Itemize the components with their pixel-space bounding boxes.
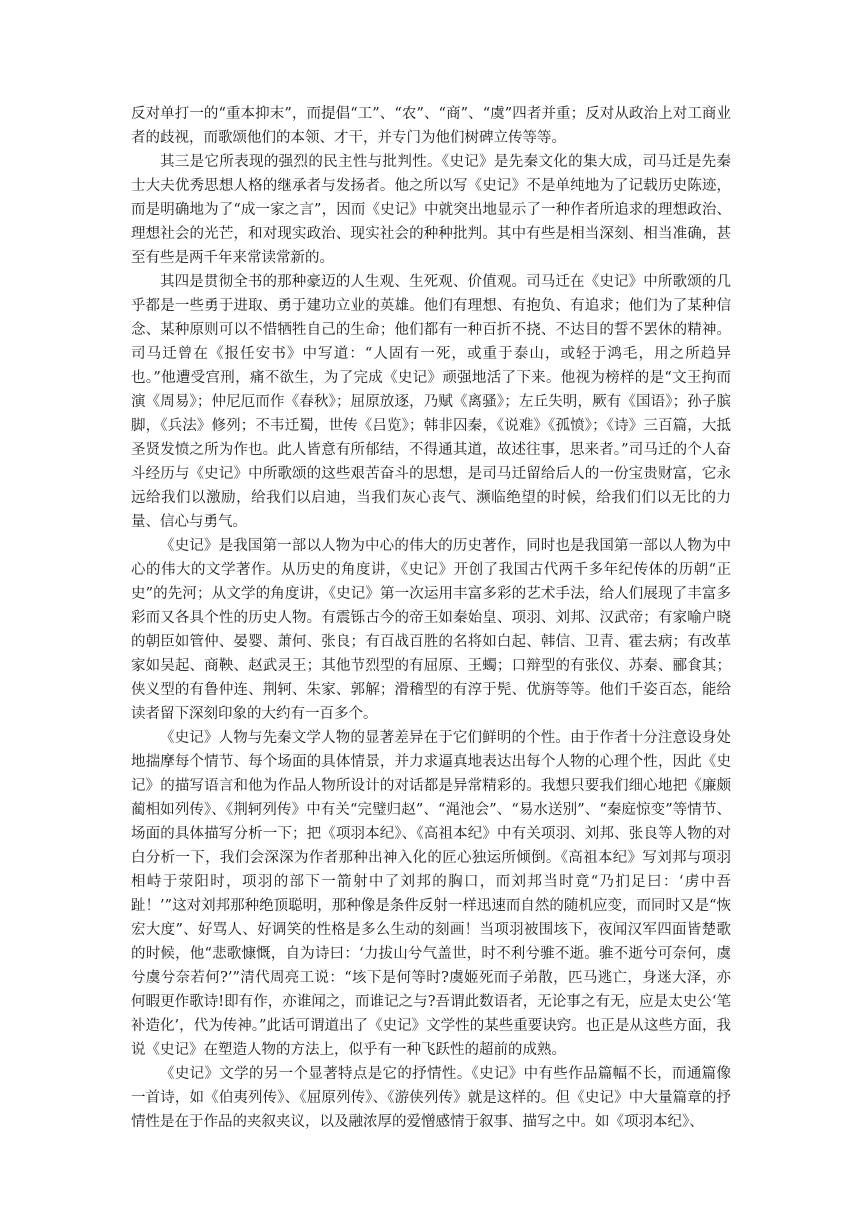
paragraph-life-view: 其四是贯彻全书的那种豪迈的人生观、生死观、价值观。司马迁在《史记》中所歌颂的几乎都是一些勇于进取、勇于建功立业的英雄。他们有理想、有抱负、有追求；他们为了某种信念、某种原则可以不惜牺牲自己的生命；他们都有一种百折不挠、不达目的誓不罢休的精神。司马迁曾在《报任安书》中写道：“人固有一死，或重于泰山，或轻于鸿毛，用之所趋异也。”他遭受宫刑，痛不欲生，为了完成《史记》顽强地活了下来。他视为榜样的是“文王拘而演《周易》；仲尼厄而作《春秋》；屈原放逐，乃赋《离骚》；左丘失明，厥有《国语》；孙子膑脚，《兵法》修列；不韦迁蜀，世传《吕览》；韩非囚秦，《说难》《孤愤》；《诗》三百篇，大抵圣贤发愤之所为作也。此人皆意有所郁结，不得通其道，故述往事，思来者。”司马迁的个人奋斗经历与《史记》中所歌颂的这些艰苦奋斗的思想，是司马迁留给后人的一份宝贵财富，它永远给我们以激励，给我们以启迪，当我们灰心丧气、濒临绝望的时候，给我们们以无比的力量、信心与勇气。	[131, 274, 731, 530]
paragraph-lyricism: 《史记》文学的另一个显著特点是它的抒情性。《史记》中有些作品篇幅不长，而通篇像一首诗，如《伯夷列传》、《屈原列传》、《游侠列传》就是这样的。但《史记》中大量篇章的抒情性是在于作品的夹叙夹议，以及融浓厚的爱憎感情于叙事、描写之中。如《项羽本纪》、	[131, 1066, 731, 1130]
document-page	[131, 102, 731, 1134]
paragraph-continuation: 反对单打一的“重本抑末”，而提倡“工”、“农”、“商”、“虞”四者并重；反对从政治上对工商业者的歧视，而歌颂他们的本领、才干，并专门为他们树碑立传等等。	[131, 106, 731, 146]
paragraph-character-individuality: 《史记》人物与先秦文学人物的显著差异在于它们鲜明的个性。由于作者十分注意设身处地揣摩每个情节、每个场面的具体情景，并力求逼真地表达出每个人物的心理个性，因此《史记》的描写语言和他为作品人物所设计的对话都是异常精彩的。我想只要我们细心地把《廉颇蔺相如列传》、《荆轲列传》中有关“完璧归赵”、“渑池会”、“易水送别”、“秦庭惊变”等情节、场面的具体描写分析一下；把《项羽本纪》、《高祖本纪》中有关项羽、刘邦、张良等人物的对白分析一下，我们会深深为作者那种出神入化的匠心独运所倾倒。《高祖本纪》写刘邦与项羽相峙于荥阳时，项羽的部下一箭射中了刘邦的胸口，而刘邦当时竟“乃扪足曰：‘虏中吾趾！’”这对刘邦那种绝顶聪明，那种像是条件反射一样迅速而自然的随机应变，而同时又是“恢宏大度”、好骂人、好调笑的性格是多么生动的刻画！当项羽被围垓下，夜闻汉军四面皆楚歌的时候，他“悲歌慷慨，自为诗曰：‘力拔山兮气盖世，时不利兮骓不逝。骓不逝兮可奈何，虞兮虞兮奈若何?’”清代周亮工说：“垓下是何等时?虞姬死而子弟散，匹马逃亡，身迷大泽，亦何暇更作歌诗!即有作，亦谁闻之，而谁记之与?吾谓此数语者，无论事之有无，应是太史公‘笔补造化’，代为传神。”此话可谓道出了《史记》文学性的某些重要诀窍。也正是从这些方面，我说《史记》在塑造人物的方法上，似乎有一种飞跃性的超前的成熟。	[131, 730, 731, 1058]
paragraph-biography-work: 《史记》是我国第一部以人物为中心的伟大的历史著作，同时也是我国第一部以人物为中心的伟大的文学著作。从历史的角度讲，《史记》开创了我国古代两千多年纪传体的历朝“正史”的先河；从文学的角度讲，《史记》第一次运用丰富多彩的艺术手法，给人们展现了丰富多彩而又各具个性的历史人物。有震铄古今的帝王如秦始皇、项羽、刘邦、汉武帝；有家喻户晓的朝臣如管仲、晏婴、萧何、张良；有百战百胜的名将如白起、韩信、卫青、霍去病；有改革家如吴起、商鞅、赵武灵王；其他节烈型的有屈原、王蠋；口辩型的有张仪、苏秦、郦食其；侠义型的有鲁仲连、荆轲、朱家、郭解；滑稽型的有淳于髡、优旃等等。他们千姿百态，能给读者留下深刻印象的大约有一百多个。	[131, 538, 731, 722]
paragraph-democracy-critique: 其三是它所表现的强烈的民主性与批判性。《史记》是先秦文化的集大成，司马迁是先秦士大夫优秀思想人格的继承者与发扬者。他之所以写《史记》不是单纯地为了记载历史陈迹，而是明确地为了“成一家之言”，因而《史记》中就突出地显示了一种作者所追求的理想政治、理想社会的光芒，和对现实政治、现实社会的种种批判。其中有些是相当深刻、相当准确，甚至有些是两千年来常读常新的。	[131, 154, 731, 266]
